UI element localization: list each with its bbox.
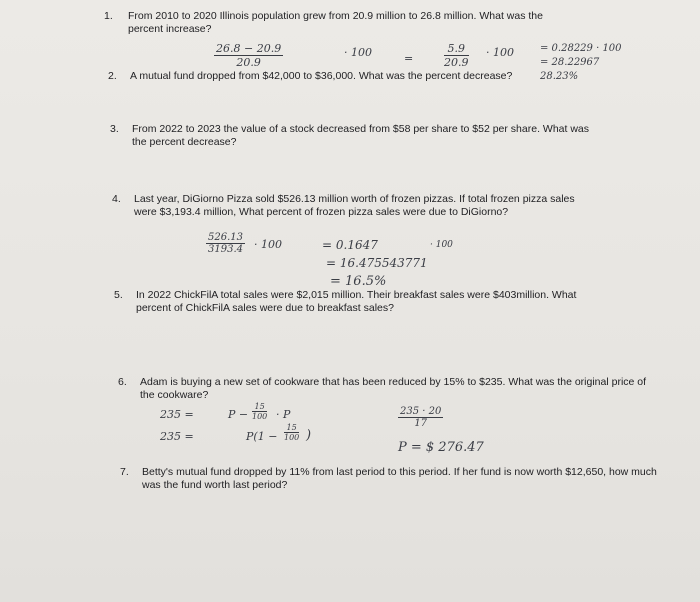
question-3-text: From 2022 to 2023 the value of a stock decreased from $58 per share to $52 per share. What was the percent decrease? xyxy=(132,123,590,148)
q4-result-line-3: = 16.5% xyxy=(330,274,387,289)
question-2-text: A mutual fund dropped from $42,000 to $36,000. What was the percent decrease? xyxy=(130,70,513,82)
q1-fraction-2-denominator: 20.9 xyxy=(444,56,469,69)
q1-fraction-2 xyxy=(444,42,469,69)
q1-equals: = xyxy=(404,52,414,65)
question-4-number: 4. xyxy=(112,193,121,205)
q1-result-line-2: = 28.22967 xyxy=(540,57,600,68)
question-7-number: 7. xyxy=(120,466,129,478)
question-1-text: From 2010 to 2020 Illinois population grew from 20.9 million to 26.8 million. What was the percent increase? xyxy=(128,10,543,35)
question-3-number: 3. xyxy=(110,123,119,135)
q4-result-line-1: = 0.1647 xyxy=(322,238,378,252)
q6-line-2-close-paren: ) xyxy=(306,428,312,443)
question-4-text: Last year, DiGiorno Pizza sold $526.13 million worth of frozen pizzas. If total frozen pizza sales were $3,193.4 million, What percent of frozen pizza sales were due to DiGiorno? xyxy=(134,193,575,218)
question-7-text: Betty's mutual fund dropped by 11% from last period to this period. If her fund is now worth $12,650, how much was the fund worth last period? xyxy=(142,466,657,491)
q4-fraction-numerator: 526.13 xyxy=(208,232,243,243)
q6-line-2-fraction xyxy=(284,423,299,442)
question-2-number: 2. xyxy=(108,70,117,82)
q6-line-2-fraction-numerator: 15 xyxy=(284,423,299,433)
question-1-number: 1. xyxy=(104,10,113,22)
q6-answer: P = $ 276.47 xyxy=(398,440,484,455)
q1-fraction-1-denominator: 20.9 xyxy=(236,56,261,69)
q4-result-line-1-times: · 100 xyxy=(430,240,453,250)
q1-times-100: · 100 xyxy=(344,46,372,59)
question-5-text: In 2022 ChickFilA total sales were $2,015 million. Their breakfast sales were $403million. What percent of ChickFilA sales were due to breakfast sales? xyxy=(136,289,577,314)
q6-line-2-fraction-denominator: 100 xyxy=(284,433,300,442)
q6-line-1-p-minus: P − xyxy=(228,408,249,421)
q4-result-line-2: = 16.475543771 xyxy=(326,256,428,270)
q6-line-2-lhs: 235 = xyxy=(160,430,194,443)
q6-right-fraction xyxy=(398,406,443,429)
q6-right-fraction-denominator: 17 xyxy=(414,418,428,429)
q1-result-line-3: 28.23% xyxy=(540,71,579,82)
question-5-number: 5. xyxy=(114,289,123,301)
q6-line-1-times-p: · P xyxy=(276,408,291,421)
q6-line-1-lhs: 235 = xyxy=(160,408,194,421)
q1-times-100-b: · 100 xyxy=(486,46,514,59)
q6-line-1-fraction xyxy=(252,402,267,421)
q1-fraction-1-numerator: 26.8 − 20.9 xyxy=(216,42,282,55)
q6-line-1-fraction-numerator: 15 xyxy=(252,402,267,412)
q6-right-fraction-numerator: 235 · 20 xyxy=(400,406,442,417)
q6-line-1-fraction-denominator: 100 xyxy=(252,412,268,421)
question-6-number: 6. xyxy=(118,376,127,388)
q6-line-2-p: P(1 − xyxy=(246,430,278,443)
q1-fraction-1 xyxy=(214,42,283,69)
q1-fraction-2-numerator: 5.9 xyxy=(444,42,469,56)
q4-times-100: · 100 xyxy=(254,238,282,251)
q4-fraction-denominator: 3193.4 xyxy=(208,244,243,255)
question-6-text: Adam is buying a new set of cookware that has been reduced by 15% to $235. What was the original price of the cookware? xyxy=(140,376,647,401)
q4-fraction xyxy=(206,232,245,255)
q1-result-line-1: = 0.28229 · 100 xyxy=(540,43,622,54)
